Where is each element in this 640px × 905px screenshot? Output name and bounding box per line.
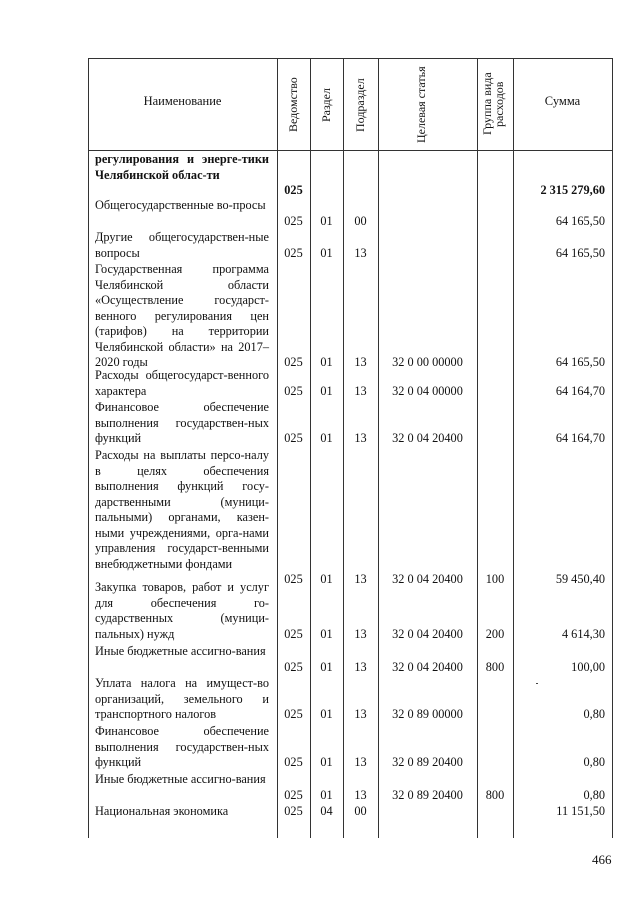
cell-podrazdel: 13: [354, 626, 367, 641]
table-top-border: [88, 58, 613, 59]
cell-summa: 100,00: [571, 659, 605, 674]
header-celevaya: Целевая статья: [414, 66, 428, 144]
header-vedomstvo: Ведомство: [286, 77, 300, 133]
cell-summa: 0,80: [583, 787, 605, 802]
cell-podrazdel: 13: [354, 572, 367, 586]
cell-gruppa: 800: [485, 659, 505, 674]
cell-vedomstvo: 025: [284, 804, 303, 818]
cell-razdel: 01: [320, 787, 333, 802]
cell-razdel: 01: [320, 755, 333, 769]
cell-vedomstvo: 025: [284, 245, 303, 260]
cell-vedomstvo: 025: [284, 787, 303, 802]
cell-celevaya: 32 0 04 20400: [392, 659, 463, 674]
header-podrazdel: Подраздел: [353, 78, 367, 132]
cell-vedomstvo: 025: [284, 626, 303, 641]
cell-celevaya: 32 0 04 20400: [392, 431, 463, 445]
cell-vedomstvo: 025: [284, 213, 303, 228]
col-border: [513, 58, 514, 838]
page-number: 466: [592, 852, 612, 867]
cell-podrazdel: 00: [354, 804, 367, 818]
row-name: Национальная экономика: [95, 804, 229, 818]
col-border: [88, 58, 89, 838]
row-name: Уплата налога на имущест-во организаций, земельного и транспортного налогов: [95, 676, 269, 721]
cell-summa: 64 165,50: [555, 355, 605, 369]
cell-razdel: 04: [320, 804, 333, 818]
cell-podrazdel: 13: [354, 659, 367, 674]
row-name: Финансовое обеспечение выполнения государствен-ных функций: [95, 400, 269, 445]
cell-celevaya: 32 0 04 20400: [392, 572, 463, 586]
header-bottom-border: [88, 150, 613, 151]
cell-summa: 4 614,30: [561, 626, 605, 641]
cell-podrazdel: 13: [354, 707, 367, 721]
cell-summa: 64 164,70: [555, 383, 605, 398]
cell-podrazdel: 13: [354, 245, 367, 260]
cell-razdel: 01: [320, 383, 333, 398]
cell-razdel: 01: [320, 707, 333, 721]
cell-razdel: 01: [320, 626, 333, 641]
cell-vedomstvo: 025: [284, 707, 303, 721]
cell-vedomstvo: 025: [284, 755, 303, 769]
cell-podrazdel: 13: [354, 383, 367, 398]
cell-vedomstvo: 025: [284, 431, 303, 445]
row-name: Иные бюджетные ассигно-вания: [95, 644, 266, 658]
scan-mark: [536, 683, 538, 684]
row-name: Финансовое обеспечение выполнения государствен-ных функций: [95, 724, 269, 769]
cell-razdel: 01: [320, 213, 333, 228]
cell-summa: 64 165,50: [555, 213, 605, 228]
header-name: Наименование: [143, 94, 222, 108]
header-summa: Сумма: [544, 94, 581, 108]
cell-summa: 64 165,50: [555, 245, 605, 260]
cell-celevaya: 32 0 00 00000: [392, 355, 463, 369]
cell-razdel: 01: [320, 245, 333, 260]
cell-vedomstvo: 025: [284, 355, 303, 369]
cell-celevaya: 32 0 89 00000: [392, 707, 463, 721]
cell-podrazdel: 13: [354, 355, 367, 369]
cell-summa: 11 151,50: [556, 804, 605, 818]
cell-razdel: 01: [320, 355, 333, 369]
cell-razdel: 01: [320, 659, 333, 674]
row-name: Общегосударственные во-просы: [95, 198, 266, 212]
cell-celevaya: 32 0 04 20400: [392, 626, 463, 641]
row-name: регулирования и энерге-тики Челябинской облас-ти: [95, 152, 269, 182]
cell-vedomstvo: 025: [284, 572, 303, 586]
row-name: Государственная программа Челябинской области «Осуществление государст-венного регулирования цен (тарифов) на территории Челябинской области» на 2017–2020 годы: [95, 262, 269, 369]
cell-summa: 2 315 279,60: [540, 183, 605, 197]
cell-podrazdel: 13: [354, 755, 367, 769]
header-razdel: Раздел: [319, 88, 333, 122]
col-border: [477, 58, 478, 838]
cell-celevaya: 32 0 89 20400: [392, 755, 463, 769]
cell-razdel: 01: [320, 431, 333, 445]
cell-celevaya: 32 0 89 20400: [392, 787, 463, 802]
cell-podrazdel: 13: [354, 787, 367, 802]
row-name: Расходы на выплаты персо-налу в целях обеспечения выполнения функций госу-дарственными (муници-пальными) органами, казен-ными учреждениями, орга-нами управления государст-венными внебюджетными фондами: [95, 448, 269, 571]
row-name: Иные бюджетные ассигно-вания: [95, 772, 266, 786]
cell-summa: 0,80: [583, 755, 605, 769]
cell-vedomstvo: 025: [284, 659, 303, 674]
header-gruppa: Группа вида расходов: [480, 72, 506, 136]
budget-table: [88, 58, 613, 838]
cell-summa: 59 450,40: [555, 572, 605, 586]
cell-podrazdel: 00: [354, 213, 367, 228]
row-name: Другие общегосударствен-ные вопросы: [95, 230, 269, 260]
cell-celevaya: 32 0 04 00000: [392, 383, 463, 398]
cell-gruppa: 200: [485, 626, 505, 641]
cell-podrazdel: 13: [354, 431, 367, 445]
col-border: [612, 58, 613, 838]
row-name: Закупка товаров, работ и услуг для обеспечения го-сударственных (муници-пальных) нужд: [95, 580, 269, 641]
cell-razdel: 01: [320, 572, 333, 586]
cell-summa: 0,80: [583, 707, 605, 721]
cell-summa: 64 164,70: [555, 431, 605, 445]
row-name: Расходы общегосударст-венного характера: [95, 368, 269, 398]
cell-vedomstvo: 025: [284, 183, 303, 197]
cell-gruppa: 800: [485, 787, 505, 802]
cell-gruppa: 100: [485, 572, 505, 586]
cell-vedomstvo: 025: [284, 383, 303, 398]
